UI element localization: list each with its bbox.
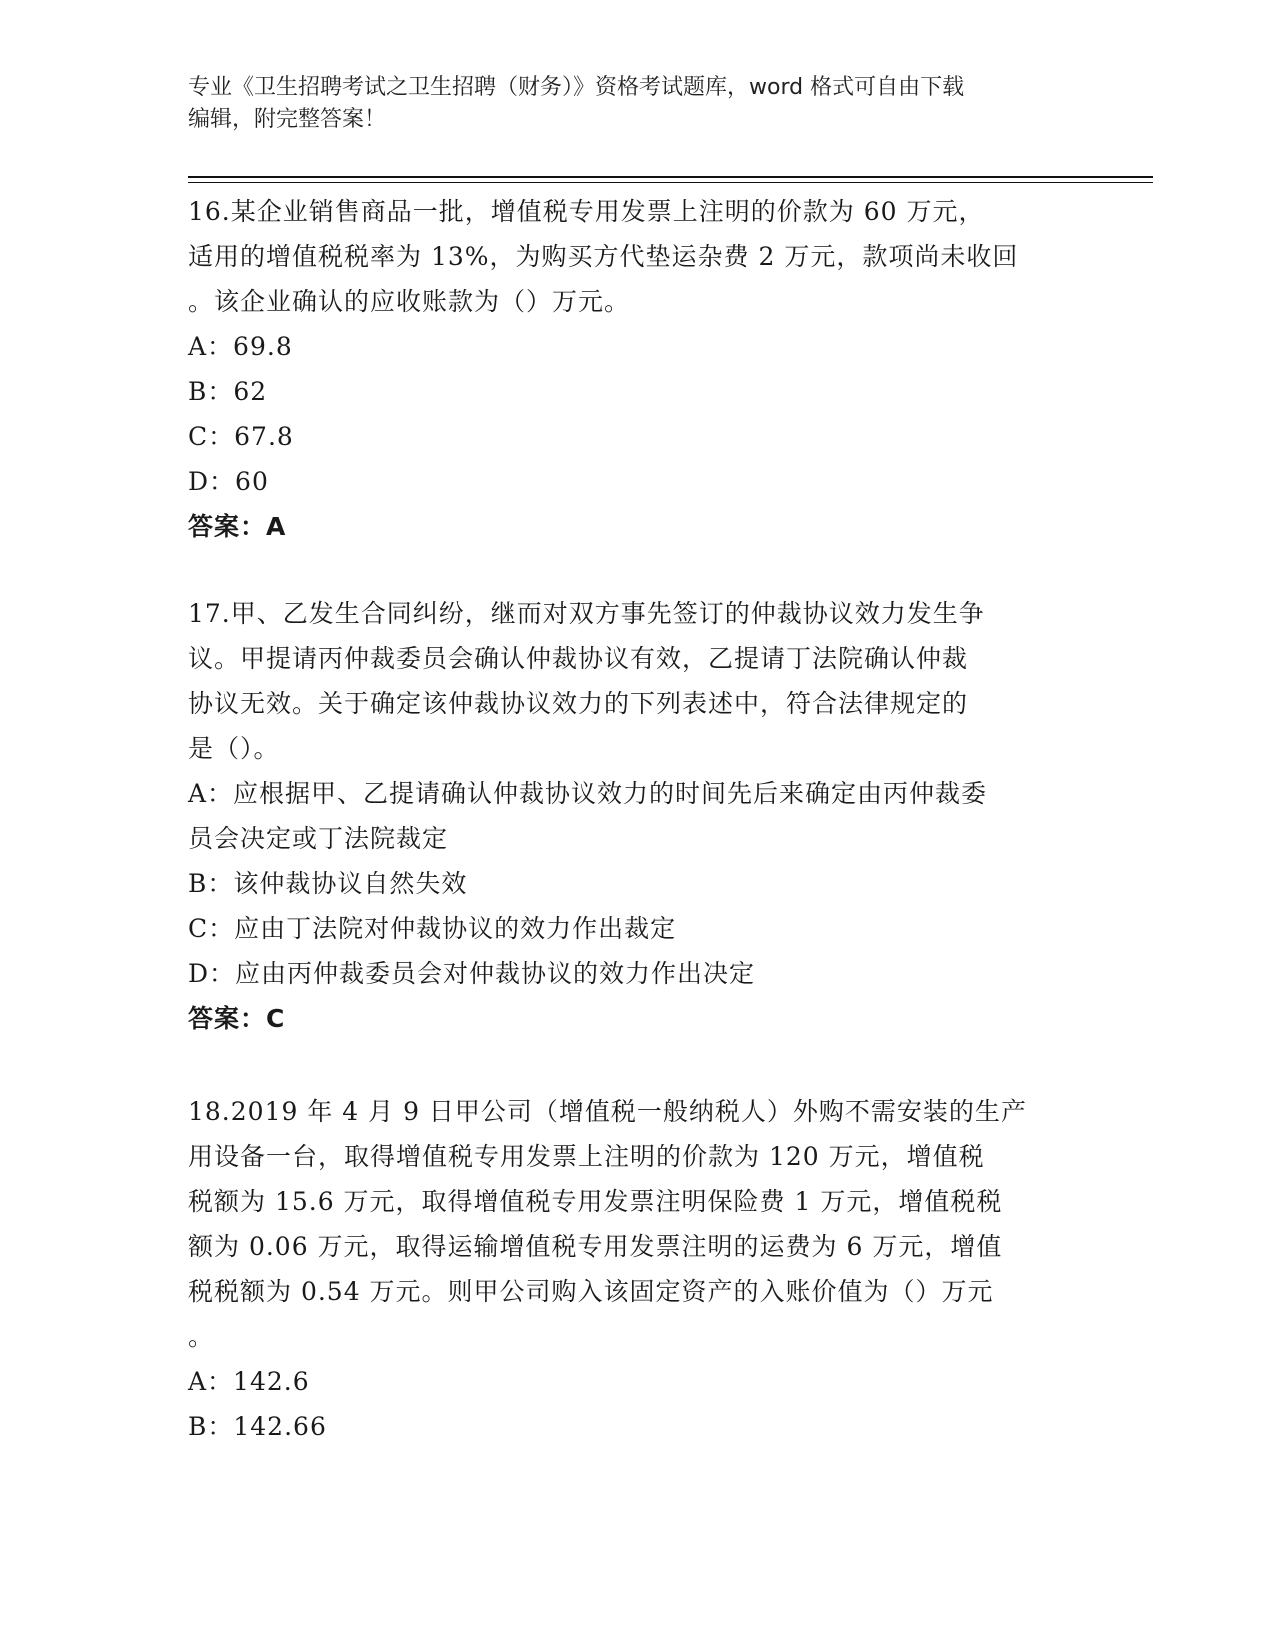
option-c: C：67.8: [188, 422, 294, 451]
question-stem-line: 18.2019 年 4 月 9 日甲公司（增值税一般纳税人）外购不需安装的生产: [188, 1097, 1027, 1126]
option-a: A：应根据甲、乙提请确认仲裁协议效力的时间先后来确定由丙仲裁委: [188, 779, 988, 808]
header-line-2: 编辑，附完整答案！: [188, 107, 387, 132]
option-a-continued: 员会决定或丁法院裁定: [188, 824, 449, 853]
question-stem-line: 适用的增值税税率为 13%，为购买方代垫运杂费 2 万元，款项尚未收回: [188, 242, 1019, 271]
question-16: [188, 189, 1068, 549]
question-stem-line: 17.甲、乙发生合同纠纷，继而对双方事先签订的仲裁协议效力发生争: [188, 599, 985, 628]
header-divider-thick: [188, 176, 1153, 178]
question-stem-line: 协议无效。关于确定该仲裁协议效力的下列表述中，符合法律规定的: [188, 689, 969, 718]
option-d: D：60: [188, 467, 269, 496]
question-stem-line: 。该企业确认的应收账款为（）万元。: [188, 287, 631, 316]
answer-line: 答案：C: [188, 1004, 286, 1033]
question-stem-line: 用设备一台，取得增值税专用发票上注明的价款为 120 万元，增值税: [188, 1142, 985, 1171]
question-stem-line: 议。甲提请丙仲裁委员会确认仲裁协议有效，乙提请丁法院确认仲裁: [188, 644, 969, 673]
option-b: B：62: [188, 377, 268, 406]
option-d: D：应由丙仲裁委员会对仲裁协议的效力作出决定: [188, 959, 756, 988]
answer-line: 答案：A: [188, 512, 287, 541]
question-18: [188, 1089, 1068, 1449]
question-17: [188, 591, 1068, 1041]
question-stem-line: 税额为 15.6 万元，取得增值税专用发票注明保险费 1 万元，增值税税: [188, 1187, 1003, 1216]
question-stem-line: 额为 0.06 万元，取得运输增值税专用发票注明的运费为 6 万元，增值: [188, 1232, 1003, 1261]
option-a: A：142.6: [188, 1367, 310, 1396]
question-stem-line: 。: [188, 1322, 215, 1351]
question-stem-line: 16.某企业销售商品一批，增值税专用发票上注明的价款为 60 万元，: [188, 197, 985, 226]
header-divider-thin: [188, 182, 1153, 183]
question-stem-line: 税税额为 0.54 万元。则甲公司购入该固定资产的入账价值为（）万元: [188, 1277, 994, 1306]
header-line-1: 专业《卫生招聘考试之卫生招聘（财务）》资格考试题库，word 格式可自由下载: [188, 75, 965, 100]
option-b: B：该仲裁协议自然失效: [188, 869, 468, 898]
option-c: C：应由丁法院对仲裁协议的效力作出裁定: [188, 914, 677, 943]
option-b: B：142.66: [188, 1412, 327, 1441]
option-a: A：69.8: [188, 332, 293, 361]
document-header: [188, 72, 1088, 136]
question-stem-line: 是（）。: [188, 734, 280, 763]
